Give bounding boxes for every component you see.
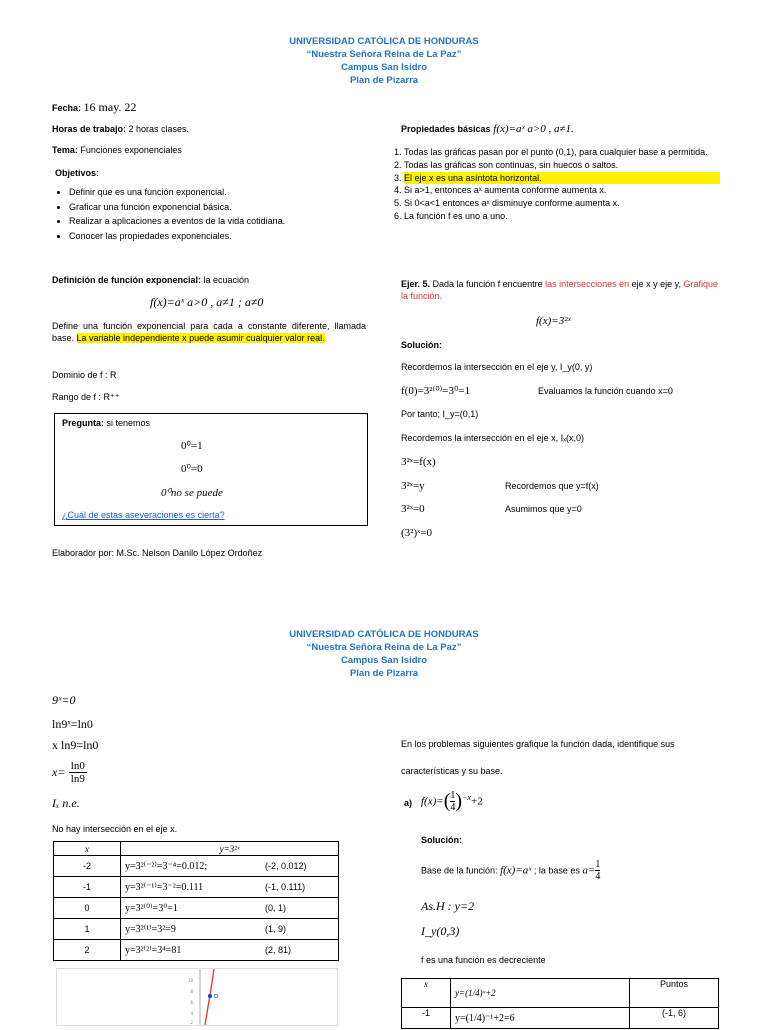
objetivo-item: • Conocer las propiedades exponenciales.	[69, 229, 355, 244]
base-text: Base de la función: f(x)=aˣ ; la base es a= $\frac{1}{4}$	[421, 859, 601, 882]
item-a-formula: f(x)=( $\frac{1}{4}$ )$^{-x}$+2	[421, 790, 483, 813]
definicion-label: Definición de función exponencial:	[52, 275, 202, 285]
solucion-label: Solución:	[401, 340, 442, 350]
frac-denominator: ln9	[70, 773, 85, 785]
ejer-text-red: las intersecciones en	[545, 279, 630, 289]
propiedades-line	[401, 123, 574, 135]
objetivos-list	[55, 185, 355, 243]
pregunta-link[interactable]: ¿Cuál de estas aseveraciones es cierta?	[62, 510, 225, 520]
fecha-value: 16 may. 22	[83, 100, 137, 114]
propiedad-item: 4. Si a>1, entonces aˣ aumenta conforme aumenta x.	[404, 184, 720, 197]
table2-header-x: x	[402, 979, 451, 1008]
decreciente: f es una función es decreciente	[421, 955, 546, 965]
ejer-text-1: Dada la función f encuentre	[430, 279, 546, 289]
graph-tick: 2	[190, 1020, 193, 1025]
intercepto-y: I_y(0,3)	[421, 924, 460, 938]
graph-tick: 10	[187, 978, 193, 983]
table2-header-y: y=(1/4)ˣ+2	[451, 979, 630, 1008]
frac-numerator: ln0	[70, 760, 85, 772]
sol-line-1: Recordemos la intersección en el eje y, I_y(0, y)	[401, 362, 593, 372]
objetivos-label: Objetivos:	[55, 168, 100, 178]
table-row	[54, 856, 339, 877]
header-university: UNIVERSIDAD CATÓLICA DE HONDURAS	[289, 629, 479, 640]
cell-x: -1	[54, 877, 121, 898]
propiedades-list	[384, 146, 720, 223]
definicion-line	[52, 274, 249, 286]
header-motto: “Nuestra Señora Reina de La Paz”	[306, 642, 462, 653]
header-campus: Campus San Isidro	[340, 655, 428, 666]
pregunta-box	[54, 413, 368, 526]
sol-note-2: Recordemos que y=f(x)	[505, 481, 599, 491]
table-row	[54, 919, 339, 940]
graph-tick: 6	[190, 1000, 193, 1005]
sol-line-3: Por tanto; I_y=(0,1)	[401, 409, 479, 419]
ejer-formula: f(x)=3²ˣ	[536, 315, 571, 327]
header-plan: Plan de Pizarra	[349, 668, 419, 679]
asintota: As.H : y=2	[421, 899, 475, 913]
cell-expr: y=3²⁽⁰⁾=3⁰=1	[121, 898, 261, 919]
fecha-line	[52, 101, 136, 114]
pregunta-line-3: 0⁰no se puede	[161, 487, 223, 499]
propiedades-formula: f(x)=aˣ a>0 , a≠1.	[490, 123, 574, 135]
table-header-x: x	[54, 842, 121, 856]
tema-label: Tema:	[52, 145, 78, 155]
problemas-line-2: características y su base.	[401, 766, 503, 776]
define-paragraph	[52, 320, 366, 344]
sol-line-2: f(0)=3²⁽⁰⁾=3⁰=1	[401, 385, 471, 397]
cell-expr: y=3²⁽¹⁾=3²=9	[121, 919, 261, 940]
no-hay-interseccion: No hay intersección en el eje x.	[52, 824, 178, 834]
sol-note-1: Evaluamos la función cuando x=0	[538, 386, 673, 396]
sol-line-4: Recordemos la intersección en el eje x, Iₓ(x,0)	[401, 433, 585, 443]
table-row	[54, 877, 339, 898]
step-2: ln9ˣ=ln0	[52, 717, 93, 731]
cell-x: -2	[54, 856, 121, 877]
graph-preview	[56, 968, 338, 1026]
table-row	[402, 1008, 719, 1029]
cell-point: (-1, 6)	[630, 1008, 719, 1029]
pregunta-line-2: 0⁰=0	[181, 463, 203, 475]
tema-line	[52, 144, 182, 156]
objetivo-item: • Definir que es una función exponencial.	[69, 185, 355, 200]
pregunta-value: si tenemos	[104, 418, 151, 428]
objetivo-item: • Graficar una función exponencial básica.	[69, 200, 355, 215]
step-3: x ln9=ln0	[52, 738, 99, 752]
table-row	[54, 898, 339, 919]
graph-tick: 8	[190, 989, 193, 994]
cell-point: (-1, 0.111)	[261, 877, 339, 898]
header-motto: “Nuestra Señora Reina de La Paz”	[306, 49, 462, 60]
sol-note-3: Asumimos que y=0	[505, 504, 582, 514]
header-campus: Campus San Isidro	[340, 62, 428, 73]
tema-value: Funciones exponenciales	[77, 145, 182, 155]
cell-x: 2	[54, 940, 121, 961]
cell-point: (0, 1)	[261, 898, 339, 919]
ejer-text-red-2: Grafique la función.	[401, 279, 719, 301]
cell-expr: y=3²⁽⁻¹⁾=3⁻²=0.111	[121, 877, 261, 898]
definicion-formula: f(x)=aˣ a>0 , a≠1 ; a≠0	[150, 295, 264, 309]
step-4: x= $\frac{\ln 0}{\ln 9}$	[52, 760, 85, 785]
propiedades-label: Propiedades básicas	[401, 124, 491, 134]
define-text: Define una función exponencial para cada a constante diferente, llamada base.	[52, 321, 366, 343]
cell-expr: y=3²⁽²⁾=3⁴=81	[121, 940, 261, 961]
solucion-label-2: Solución:	[421, 835, 462, 845]
definicion-value: la ecuación	[201, 275, 250, 285]
ejercicio-5	[401, 278, 719, 302]
rango: Rango de f : R⁺⁺	[52, 392, 120, 402]
table2-header-puntos: Puntos	[630, 979, 719, 1008]
pregunta-line-1: 0⁰=1	[181, 440, 203, 452]
horas-line	[52, 123, 189, 135]
exponential-graph	[57, 969, 337, 1025]
define-highlight: La variable independiente x puede asumir cualquier valor real.	[76, 333, 325, 343]
cell-x: -1	[402, 1008, 451, 1029]
elaborador: Elaborador por: M.Sc. Nelson Danilo López Ordoñez	[52, 548, 263, 558]
propiedad-item: 6. La función f es uno a uno.	[404, 210, 720, 223]
table-row	[54, 940, 339, 961]
header-university: UNIVERSIDAD CATÓLICA DE HONDURAS	[289, 36, 479, 47]
cell-expr: y=(1/4)⁻¹+2=6	[451, 1008, 630, 1029]
sol-line-8: (3²)ˣ=0	[401, 527, 433, 539]
objetivo-item: • Realizar a aplicaciones a eventos de la vida cotidiana.	[69, 214, 355, 229]
propiedad-item: 3. El eje x es una asíntota horizontal.	[404, 172, 720, 185]
cell-point: (1, 9)	[261, 919, 339, 940]
cell-point: (2, 81)	[261, 940, 339, 961]
sol-line-7: 3²ˣ=0	[401, 503, 425, 515]
fecha-label: Fecha:	[52, 103, 82, 113]
dominio: Dominio de f : R	[52, 370, 117, 380]
cell-expr: y=3²⁽⁻²⁾=3⁻⁴=0.012;	[121, 856, 261, 877]
values-table-2	[401, 978, 719, 1029]
propiedad-item: 5. Si 0<a<1 entonces aˣ disminuye conforme aumenta x.	[404, 197, 720, 210]
graph-point	[208, 994, 212, 998]
propiedad-item: 1. Todas las gráficas pasan por el punto (0,1), para cualquier base a permitida.	[404, 146, 720, 159]
header-plan: Plan de Pizarra	[349, 75, 419, 86]
horas-value: 2 horas clases.	[126, 124, 190, 134]
values-table	[53, 841, 339, 961]
step-1: 9ˣ=0	[52, 693, 76, 707]
ejer-label: Ejer. 5.	[401, 279, 431, 289]
problemas-line-1: En los problemas siguientes grafique la función dada, identifique sus	[401, 739, 675, 749]
graph-tick: 4	[190, 1011, 193, 1016]
sol-line-5: 3²ˣ=f(x)	[401, 456, 436, 468]
propiedad-item: 2. Todas las gráficas son continuas, sin huecos o saltos.	[404, 159, 720, 172]
step-5: Iₓ n.e.	[52, 796, 80, 810]
pregunta-label: Pregunta:	[62, 418, 105, 428]
table-header-y: y=3²ˣ	[121, 842, 339, 856]
cell-point: (-2, 0.012)	[261, 856, 339, 877]
cell-x: 1	[54, 919, 121, 940]
ejer-text-2: eje x y eje y,	[629, 279, 684, 289]
graph-point-open	[214, 994, 218, 998]
item-a-label: a)	[404, 798, 413, 808]
sol-line-6: 3²ˣ=y	[401, 480, 425, 492]
horas-label: Horas de trabajo:	[52, 124, 127, 134]
cell-x: 0	[54, 898, 121, 919]
pregunta-line	[62, 417, 150, 429]
